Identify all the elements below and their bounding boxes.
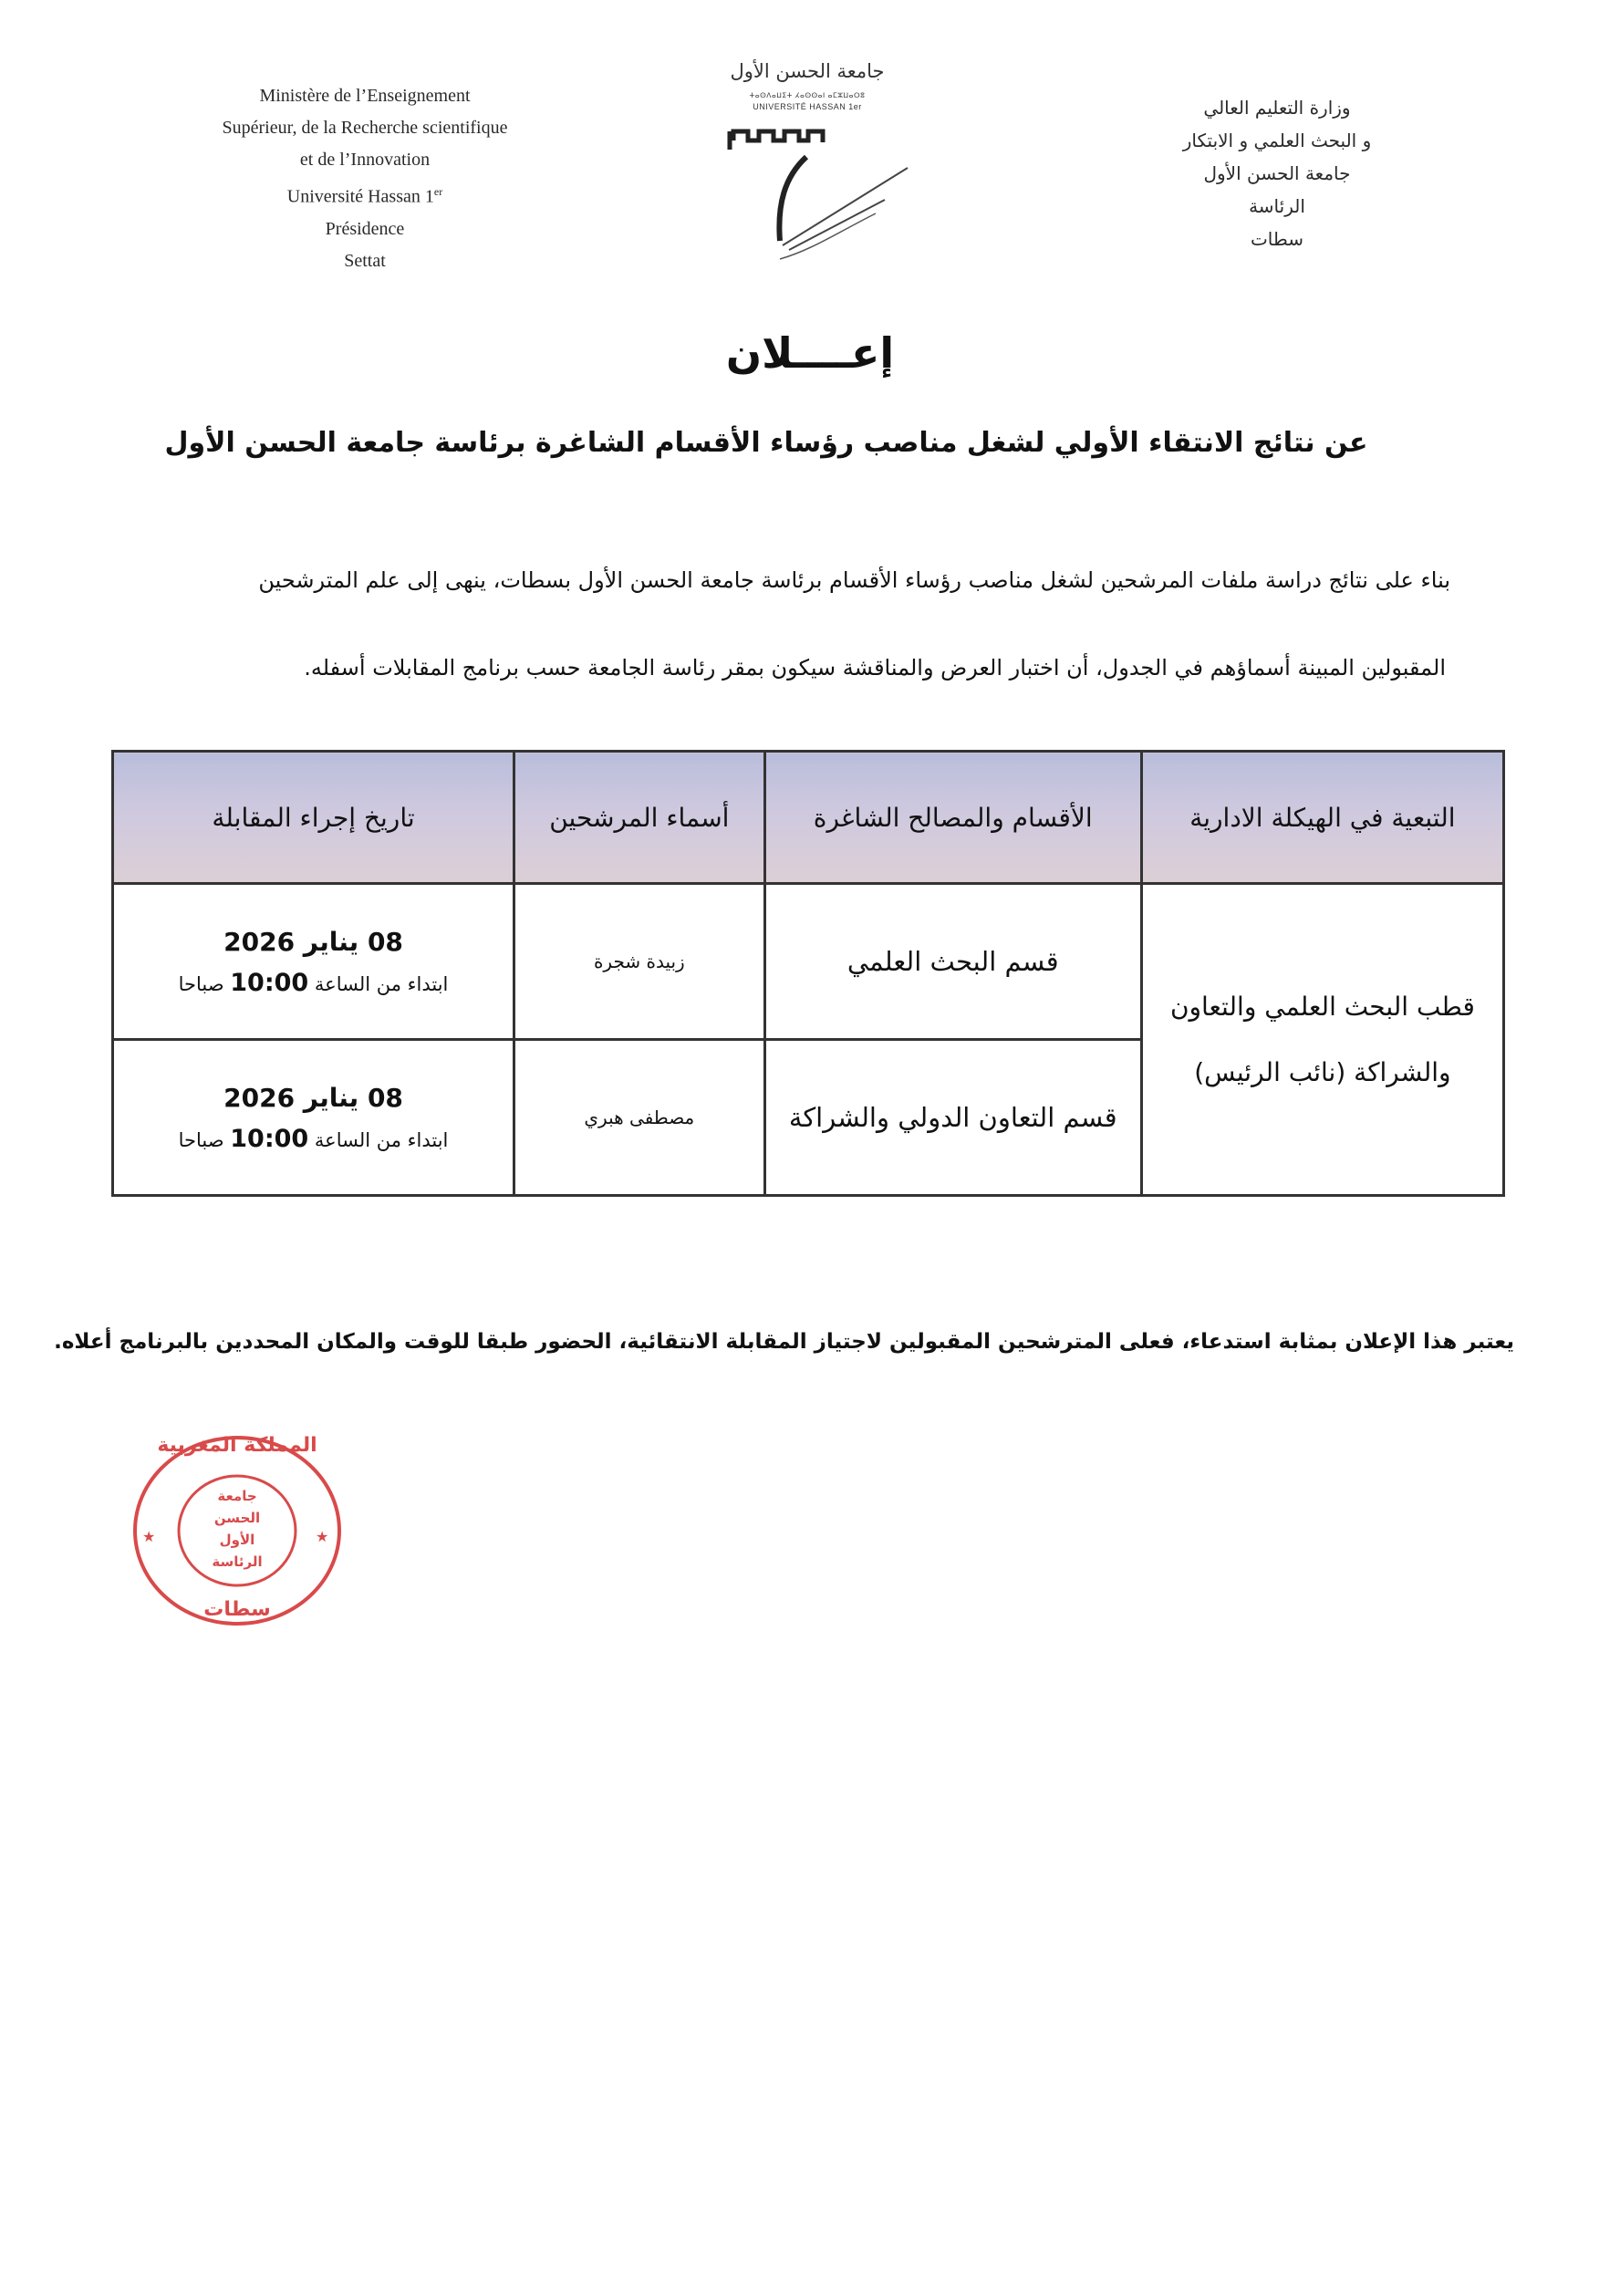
logo-arabic-name: جامعة الحسن الأول	[730, 60, 885, 82]
stamp-inner-line: جامعة	[217, 1488, 257, 1504]
closing-note: يعتبر هذا الإعلان بمثابة استدعاء، فعلى المترشحين المقبولين لاجتياز المقابلة الانتقائية، الحضور طبقا للوقت والمكان المحددين بالبرنامج أعلاه.	[54, 1330, 1514, 1354]
intro-line-2: المقبولين المبينة أسماؤهم في الجدول، أن اختبار العرض والمناقشة سيكون بمقر رئاسة الجامعة حسب برنامج المقابلات أسفله.	[304, 655, 1446, 680]
ar-line-university: جامعة الحسن الأول	[1203, 162, 1351, 184]
official-stamp	[128, 1430, 347, 1631]
fr-line-city: Settat	[344, 250, 386, 271]
candidate-cell: زبيدة شجرة	[514, 884, 765, 1040]
stamp-inner-line: الرئاسة	[212, 1553, 263, 1570]
interview-date: 08 يناير 2026	[223, 926, 403, 957]
ar-line-presidence: الرئاسة	[1249, 195, 1305, 217]
stamp-inner-line: الحسن	[213, 1510, 261, 1526]
logo-tifinagh-name: ⵜⴰⵙⴷⴰⵡⵉⵜ ⵃⴰⵙⵙⴰⵏ ⴰⵎⵣⵡⴰⵔⵓ	[749, 91, 866, 99]
stamp-inner-line: الأول	[219, 1532, 255, 1548]
date-cell	[113, 1040, 514, 1196]
department-cell	[1141, 884, 1503, 1196]
fr-line-research: Supérieur, de la Recherche scientifique	[222, 118, 508, 138]
ar-line-research: و البحث العلمي و الابتكار	[1182, 130, 1372, 151]
svg-text:★: ★	[316, 1528, 329, 1545]
fr-line-ministry: Ministère de l’Enseignement	[259, 86, 471, 106]
department-line: والشراكة (نائب الرئيس)	[1194, 1056, 1451, 1087]
university-logo	[693, 60, 921, 279]
header-vacant-units: الأقسام والمصالح الشاغرة	[764, 752, 1141, 884]
header-arabic	[1076, 91, 1478, 255]
stamp-inner	[192, 1485, 283, 1573]
logo-french-name: UNIVERSITÉ HASSAN 1er	[753, 102, 862, 111]
unit-cell: قسم البحث العلمي	[764, 884, 1141, 1040]
page-title: إعــــلان	[725, 328, 895, 378]
stamp-outer-top: المملكة المغربية	[157, 1434, 317, 1457]
ar-line-ministry: وزارة التعليم العالي	[1203, 97, 1351, 119]
date-cell	[113, 884, 514, 1040]
header-interview-date: تاريخ إجراء المقابلة	[113, 752, 514, 884]
interview-time: ابتداء من الساعة 10:00 صباحا	[178, 1124, 449, 1153]
candidate-cell: مصطفى هبري	[514, 1040, 765, 1196]
header-french	[137, 80, 593, 277]
fr-line-presidence: Présidence	[325, 218, 405, 239]
interview-schedule-table	[111, 750, 1505, 1197]
svg-text:★: ★	[142, 1528, 156, 1545]
table-header-row	[113, 752, 1504, 884]
logo-tower-icon	[693, 113, 921, 277]
department-line: قطب البحث العلمي والتعاون	[1169, 991, 1475, 1022]
interview-time: ابتداء من الساعة 10:00 صباحا	[178, 968, 449, 997]
page-subtitle: عن نتائج الانتقاء الأولي لشغل مناصب رؤساء الأقسام الشاغرة برئاسة جامعة الحسن الأول	[164, 427, 1368, 459]
fr-line-university: Université Hassan 1er	[286, 185, 443, 207]
unit-cell: قسم التعاون الدولي والشراكة	[764, 1040, 1141, 1196]
stamp-outer-bottom: سطات	[203, 1598, 271, 1621]
header-candidates: أسماء المرشحين	[514, 752, 765, 884]
interview-date: 08 يناير 2026	[223, 1082, 403, 1113]
intro-line-1: بناء على نتائج دراسة ملفات المرشحين لشغل مناصب رؤساء الأقسام برئاسة جامعة الحسن الأول بسطات، ينهى إلى علم المترشحين	[258, 567, 1450, 593]
ar-line-city: سطات	[1250, 228, 1304, 250]
fr-line-innovation: et de l’Innovation	[299, 150, 431, 170]
header-admin-structure: التبعية في الهيكلة الادارية	[1141, 752, 1503, 884]
table-row	[113, 884, 1504, 1040]
